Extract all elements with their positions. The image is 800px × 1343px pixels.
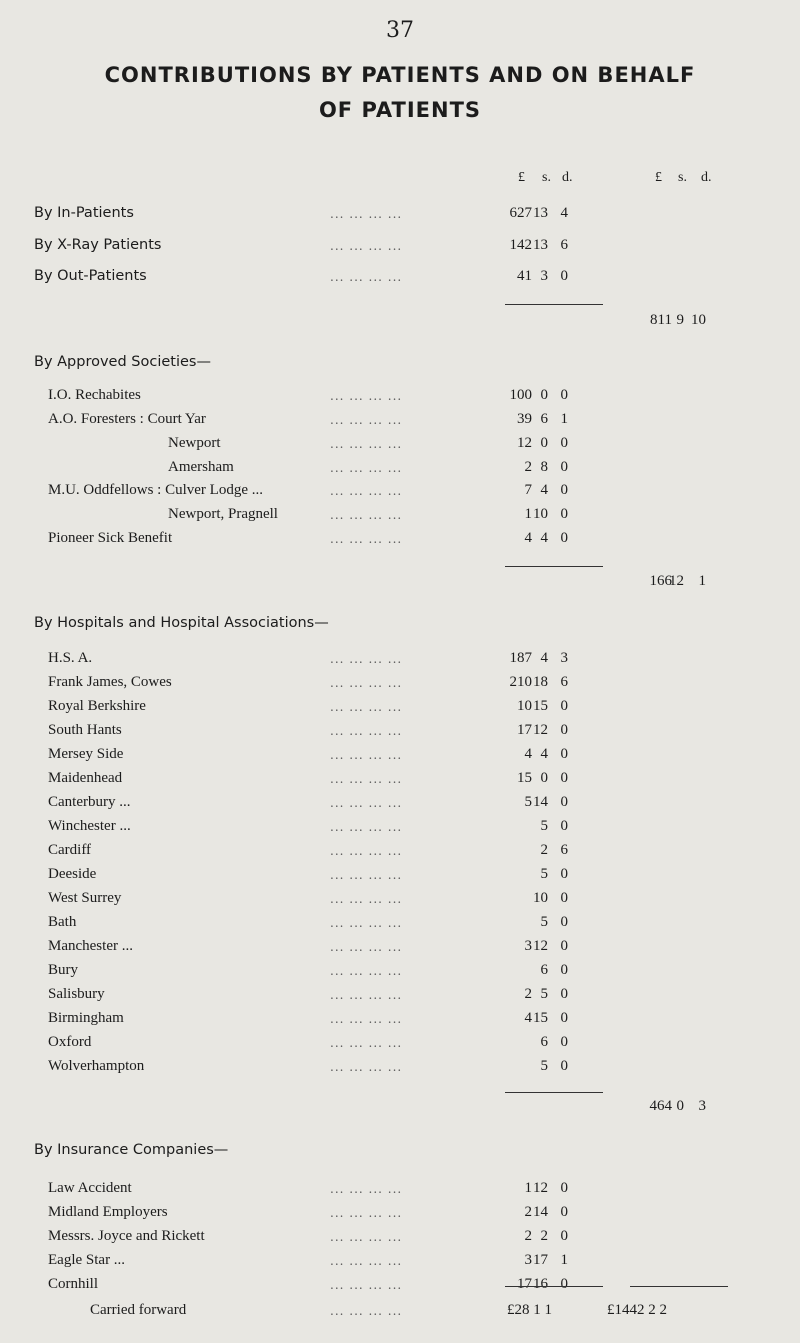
page-title-line-1: CONTRIBUTIONS BY PATIENTS AND ON BEHALF <box>104 63 696 87</box>
hospital-label-16: Oxford <box>48 1034 92 1050</box>
insurance-row-2-s: 2 <box>540 1228 548 1244</box>
hospital-row-14-l: 2 <box>524 986 532 1002</box>
leader-dots: ... ... ... ... <box>330 652 403 666</box>
hospital-label-10: West Surrey <box>48 890 122 906</box>
hospital-row-12-s: 12 <box>533 938 548 954</box>
society-row-6-l: 4 <box>524 530 532 546</box>
leader-dots: ... ... ... ... <box>330 1012 403 1026</box>
total-rule <box>505 1092 603 1093</box>
hospitals-total-s: 0 <box>676 1098 684 1114</box>
insurance-row-0-d: 0 <box>560 1180 568 1196</box>
top-row-label-0: By In-Patients <box>34 205 134 221</box>
hospital-label-9: Deeside <box>48 866 97 882</box>
page-number: 37 <box>386 18 414 43</box>
top-row-0-d: 4 <box>560 205 568 221</box>
leader-dots: ... ... ... ... <box>330 940 403 954</box>
hospital-row-15-d: 0 <box>560 1010 568 1026</box>
hospital-row-1-d: 6 <box>560 674 568 690</box>
insurance-row-3-d: 1 <box>560 1252 568 1268</box>
society-row-1-s: 6 <box>540 411 548 427</box>
hospital-row-3-d: 0 <box>560 722 568 738</box>
leader-dots: ... ... ... ... <box>330 1182 403 1196</box>
top-row-0-s: 13 <box>533 205 548 221</box>
hospital-row-16-s: 6 <box>540 1034 548 1050</box>
insurance-row-0-s: 12 <box>533 1180 548 1196</box>
carried-forward-col2: £1442 2 2 <box>607 1302 667 1318</box>
leader-dots: ... ... ... ... <box>330 1278 403 1292</box>
hospital-row-8-s: 2 <box>540 842 548 858</box>
hospital-row-0-l: 187 <box>509 650 532 666</box>
society-row-3-s: 8 <box>540 459 548 475</box>
leader-dots: ... ... ... ... <box>330 1304 403 1318</box>
society-row-2-d: 0 <box>560 435 568 451</box>
carried-forward-col1: £28 1 1 <box>507 1302 552 1318</box>
total-rule <box>630 1286 728 1287</box>
insurance-row-0-l: 1 <box>524 1180 532 1196</box>
society-row-5-d: 0 <box>560 506 568 522</box>
hospital-row-13-d: 0 <box>560 962 568 978</box>
carried-forward-label: Carried forward <box>90 1302 187 1318</box>
insurance-label-4: Cornhill <box>48 1276 99 1292</box>
society-row-6-s: 4 <box>540 530 548 546</box>
society-label-6: Pioneer Sick Benefit <box>48 530 173 546</box>
hospital-row-17-s: 5 <box>540 1058 548 1074</box>
hospital-label-3: South Hants <box>48 722 122 738</box>
hospital-row-17-d: 0 <box>560 1058 568 1074</box>
leader-dots: ... ... ... ... <box>330 461 403 475</box>
societies-heading: By Approved Societies— <box>34 354 211 370</box>
top-total-d: 10 <box>691 312 706 328</box>
society-row-3-l: 2 <box>524 459 532 475</box>
society-row-6-d: 0 <box>560 530 568 546</box>
top-row-2-l: 41 <box>517 268 532 284</box>
hospital-label-13: Bury <box>48 962 78 978</box>
leader-dots: ... ... ... ... <box>330 748 403 762</box>
hospital-row-15-s: 15 <box>533 1010 548 1026</box>
hospital-row-5-l: 15 <box>517 770 532 786</box>
society-label-4: M.U. Oddfellows : Culver Lodge ... <box>48 482 263 498</box>
hospital-row-0-d: 3 <box>560 650 568 666</box>
hospital-row-11-s: 5 <box>540 914 548 930</box>
hospital-row-4-s: 4 <box>540 746 548 762</box>
hospital-row-7-d: 0 <box>560 818 568 834</box>
leader-dots: ... ... ... ... <box>330 389 403 403</box>
insurance-row-1-d: 0 <box>560 1204 568 1220</box>
top-row-label-2: By Out-Patients <box>34 268 147 284</box>
societies-total-s: 12 <box>669 573 684 589</box>
hospital-row-6-d: 0 <box>560 794 568 810</box>
society-row-1-d: 1 <box>560 411 568 427</box>
leader-dots: ... ... ... ... <box>330 868 403 882</box>
leader-dots: ... ... ... ... <box>330 1230 403 1244</box>
hospital-label-2: Royal Berkshire <box>48 698 146 714</box>
society-row-0-d: 0 <box>560 387 568 403</box>
hospitals-total-d: 3 <box>698 1098 706 1114</box>
society-row-3-d: 0 <box>560 459 568 475</box>
hospital-label-7: Winchester ... <box>48 818 131 834</box>
total-rule <box>505 304 603 305</box>
leader-dots: ... ... ... ... <box>330 270 403 284</box>
hospital-row-4-l: 4 <box>524 746 532 762</box>
hospital-label-15: Birmingham <box>48 1010 124 1026</box>
insurance-heading: By Insurance Companies— <box>34 1142 229 1158</box>
leader-dots: ... ... ... ... <box>330 239 403 253</box>
leader-dots: ... ... ... ... <box>330 1036 403 1050</box>
leader-dots: ... ... ... ... <box>330 508 403 522</box>
hospital-row-4-d: 0 <box>560 746 568 762</box>
hospital-row-7-s: 5 <box>540 818 548 834</box>
col2-header-shillings: s. <box>678 170 687 185</box>
societies-total-d: 1 <box>698 573 706 589</box>
insurance-label-2: Messrs. Joyce and Rickett <box>48 1228 205 1244</box>
hospital-row-3-l: 17 <box>517 722 532 738</box>
society-row-5-l: 1 <box>524 506 532 522</box>
hospital-row-2-s: 15 <box>533 698 548 714</box>
hospital-row-8-d: 6 <box>560 842 568 858</box>
society-row-4-s: 4 <box>540 482 548 498</box>
hospital-label-11: Bath <box>48 914 77 930</box>
hospitals-total-l: 464 <box>649 1098 672 1114</box>
leader-dots: ... ... ... ... <box>330 413 403 427</box>
leader-dots: ... ... ... ... <box>330 964 403 978</box>
hospital-label-14: Salisbury <box>48 986 105 1002</box>
hospital-label-0: H.S. A. <box>48 650 93 666</box>
hospital-label-5: Maidenhead <box>48 770 123 786</box>
hospital-row-5-s: 0 <box>540 770 548 786</box>
leader-dots: ... ... ... ... <box>330 532 403 546</box>
top-row-1-l: 142 <box>509 237 532 253</box>
insurance-row-2-l: 2 <box>524 1228 532 1244</box>
col2-header-pounds: £ <box>655 170 662 185</box>
hospitals-heading: By Hospitals and Hospital Associations— <box>34 615 329 631</box>
society-label-1: A.O. Foresters : Court Yar <box>48 411 206 427</box>
leader-dots: ... ... ... ... <box>330 892 403 906</box>
leader-dots: ... ... ... ... <box>330 724 403 738</box>
hospital-label-1: Frank James, Cowes <box>48 674 172 690</box>
hospital-row-15-l: 4 <box>524 1010 532 1026</box>
insurance-row-3-l: 3 <box>524 1252 532 1268</box>
top-row-0-l: 627 <box>509 205 532 221</box>
insurance-row-3-s: 17 <box>533 1252 548 1268</box>
society-row-0-s: 0 <box>540 387 548 403</box>
top-row-2-s: 3 <box>540 268 548 284</box>
page-title-line-2: OF PATIENTS <box>318 98 482 122</box>
insurance-row-1-l: 2 <box>524 1204 532 1220</box>
societies-total-l: 166 <box>649 573 672 589</box>
society-label-0: I.O. Rechabites <box>48 387 141 403</box>
hospital-row-16-d: 0 <box>560 1034 568 1050</box>
leader-dots: ... ... ... ... <box>330 988 403 1002</box>
leader-dots: ... ... ... ... <box>330 1206 403 1220</box>
society-label-3: Amersham <box>168 459 234 475</box>
society-row-4-l: 7 <box>524 482 532 498</box>
hospital-row-3-s: 12 <box>533 722 548 738</box>
hospital-row-1-s: 18 <box>533 674 548 690</box>
insurance-label-1: Midland Employers <box>48 1204 168 1220</box>
leader-dots: ... ... ... ... <box>330 772 403 786</box>
hospital-row-9-s: 5 <box>540 866 548 882</box>
hospital-row-11-d: 0 <box>560 914 568 930</box>
society-label-2: Newport <box>168 435 221 451</box>
hospital-label-17: Wolverhampton <box>48 1058 145 1074</box>
insurance-row-4-l: 17 <box>517 1276 532 1292</box>
top-row-2-d: 0 <box>560 268 568 284</box>
top-row-1-d: 6 <box>560 237 568 253</box>
society-row-1-l: 39 <box>517 411 532 427</box>
hospital-row-2-d: 0 <box>560 698 568 714</box>
leader-dots: ... ... ... ... <box>330 916 403 930</box>
insurance-row-2-d: 0 <box>560 1228 568 1244</box>
top-total-l: 811 <box>650 312 672 328</box>
leader-dots: ... ... ... ... <box>330 1254 403 1268</box>
insurance-row-1-s: 14 <box>533 1204 548 1220</box>
hospital-row-10-d: 0 <box>560 890 568 906</box>
hospital-row-5-d: 0 <box>560 770 568 786</box>
society-label-5: Newport, Pragnell <box>168 506 278 522</box>
leader-dots: ... ... ... ... <box>330 676 403 690</box>
leader-dots: ... ... ... ... <box>330 437 403 451</box>
hospital-row-12-d: 0 <box>560 938 568 954</box>
leader-dots: ... ... ... ... <box>330 796 403 810</box>
hospital-row-10-s: 10 <box>533 890 548 906</box>
top-row-label-1: By X-Ray Patients <box>34 237 162 253</box>
col1-header-pounds: £ <box>518 170 525 185</box>
hospital-row-1-l: 210 <box>509 674 532 690</box>
col1-header-shillings: s. <box>542 170 551 185</box>
hospital-label-6: Canterbury ... <box>48 794 131 810</box>
leader-dots: ... ... ... ... <box>330 484 403 498</box>
hospital-row-14-d: 0 <box>560 986 568 1002</box>
leader-dots: ... ... ... ... <box>330 207 403 221</box>
hospital-row-2-l: 10 <box>517 698 532 714</box>
society-row-2-l: 12 <box>517 435 532 451</box>
leader-dots: ... ... ... ... <box>330 700 403 714</box>
insurance-label-0: Law Accident <box>48 1180 132 1196</box>
hospital-row-14-s: 5 <box>540 986 548 1002</box>
leader-dots: ... ... ... ... <box>330 844 403 858</box>
hospital-row-13-s: 6 <box>540 962 548 978</box>
hospital-label-12: Manchester ... <box>48 938 133 954</box>
total-rule <box>505 566 603 567</box>
insurance-row-4-d: 0 <box>560 1276 568 1292</box>
leader-dots: ... ... ... ... <box>330 1060 403 1074</box>
society-row-2-s: 0 <box>540 435 548 451</box>
hospital-label-8: Cardiff <box>48 842 92 858</box>
society-row-5-s: 10 <box>533 506 548 522</box>
insurance-row-4-s: 16 <box>533 1276 548 1292</box>
hospital-row-6-l: 5 <box>524 794 532 810</box>
hospital-label-4: Mersey Side <box>48 746 124 762</box>
society-row-4-d: 0 <box>560 482 568 498</box>
insurance-label-3: Eagle Star ... <box>48 1252 126 1268</box>
total-rule <box>505 1286 603 1287</box>
top-total-s: 9 <box>676 312 684 328</box>
hospital-row-9-d: 0 <box>560 866 568 882</box>
top-row-1-s: 13 <box>533 237 548 253</box>
leader-dots: ... ... ... ... <box>330 820 403 834</box>
col2-header-pence: d. <box>701 170 712 185</box>
hospital-row-12-l: 3 <box>524 938 532 954</box>
col1-header-pence: d. <box>562 170 573 185</box>
hospital-row-6-s: 14 <box>533 794 548 810</box>
hospital-row-0-s: 4 <box>540 650 548 666</box>
society-row-0-l: 100 <box>509 387 532 403</box>
